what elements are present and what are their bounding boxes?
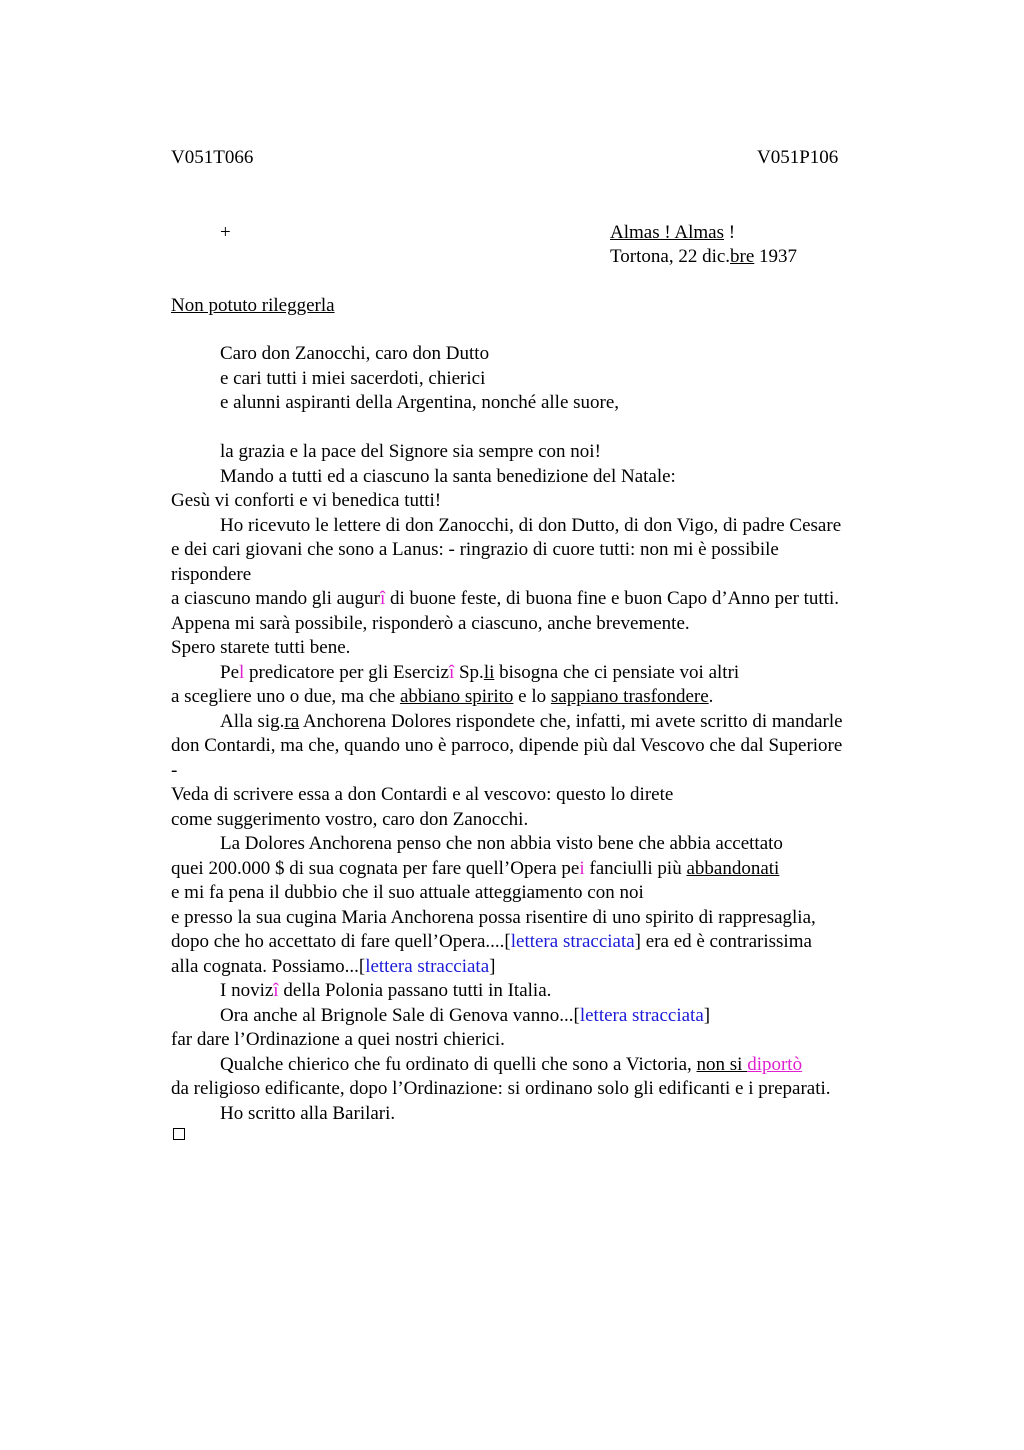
- editorial-letter: î: [448, 661, 455, 683]
- motto-end: !: [724, 222, 736, 243]
- end-mark-square-icon: [173, 1128, 185, 1140]
- greeting-line: e alunni aspiranti della Argentina, nonché alle suore,: [220, 392, 620, 413]
- text-run: Sp.: [454, 661, 484, 683]
- underlined-text: sappiano trasfondere: [550, 686, 709, 707]
- abbreviation-suffix: ra: [284, 710, 300, 732]
- editorial-letter: i: [579, 857, 585, 879]
- text-run: quei 200.000 $ di sua cognata per fare quell’Opera pe: [171, 857, 580, 879]
- editorial-word: diportò: [747, 1053, 803, 1075]
- greeting-line: Caro don Zanocchi, caro don Dutto: [220, 343, 490, 364]
- body-line: don Contardi, ma che, quando uno è parroco, dipende più dal Vescovo che dal Superiore: [171, 735, 843, 756]
- place-date-year: 1937: [754, 246, 798, 267]
- text-run: di buone feste, di buona fine e buon Capo d’Anno per tutti.: [385, 588, 840, 609]
- body-line: [171, 685, 911, 710]
- greeting-line: e cari tutti i miei sacerdoti, chierici: [220, 367, 486, 389]
- place-date-part: Tortona, 22 dic.: [610, 246, 731, 267]
- body-line: da religioso edificante, dopo l’Ordinazione: si ordinano solo gli edificanti e i preparati.: [171, 1078, 831, 1099]
- underlined-text: abbiano spirito: [399, 686, 514, 707]
- editorial-letter: î: [379, 588, 386, 609]
- body-line: [171, 979, 911, 1004]
- text-run: .: [708, 686, 714, 707]
- text-run: ]: [703, 1004, 711, 1026]
- body-line: come suggerimento vostro, caro don Zanocchi.: [171, 808, 529, 830]
- greeting: [220, 342, 619, 416]
- body-line: far dare l’Ordinazione a quei nostri chierici.: [171, 1029, 505, 1050]
- text-run: fanciulli più: [584, 857, 687, 879]
- body-line: [171, 710, 911, 735]
- body-line: Spero starete tutti bene.: [171, 637, 351, 658]
- motto-underlined: Almas ! Almas: [610, 222, 724, 243]
- place-date-month-suffix: bre: [730, 246, 755, 267]
- text-run: a ciascuno mando gli augur: [171, 588, 380, 609]
- body-line: Veda di scrivere essa a don Contardi e al vescovo: questo lo direte: [171, 784, 674, 805]
- editorial-note: lettera stracciata: [365, 955, 490, 977]
- body-line: [171, 857, 911, 882]
- note-not-reread: Non potuto rileggerla: [171, 295, 335, 316]
- place-date: [610, 245, 797, 269]
- underlined-text: non si: [696, 1053, 748, 1075]
- text-run: Qualche chierico che fu ordinato di quelli che sono a Victoria,: [220, 1053, 697, 1075]
- text-run: predicatore per gli Eserciz: [244, 661, 449, 683]
- body-line: e dei cari giovani che sono a Lanus: - ringrazio di cuore tutti: non mi è possibile: [171, 539, 779, 560]
- body-line: [171, 955, 911, 980]
- text-run: I noviz: [220, 980, 274, 1001]
- text-run: Ora anche al Brignole Sale di Genova vanno...[: [220, 1004, 580, 1026]
- text-run: della Polonia passano tutti in Italia.: [278, 980, 552, 1001]
- body-line: e presso la sua cugina Maria Anchorena possa risentire di uno spirito di rappresaglia,: [171, 906, 816, 928]
- text-run: Alla sig.: [220, 710, 285, 732]
- body-line: Ho scritto alla Barilari.: [220, 1102, 396, 1124]
- body-line: e mi fa pena il dubbio che il suo attuale atteggiamento con noi: [171, 882, 644, 903]
- editorial-note: lettera stracciata: [579, 1004, 704, 1026]
- text-run: Anchorena Dolores rispondete che, infatti, mi avete scritto di mandarle: [299, 710, 843, 732]
- body-line: [171, 661, 911, 686]
- body-line: rispondere: [171, 563, 252, 585]
- body-line: [171, 1053, 911, 1078]
- body-line: La Dolores Anchorena penso che non abbia visto bene che abbia accettato: [220, 833, 783, 854]
- cross-mark: +: [220, 222, 231, 243]
- text-run: a scegliere uno o due, ma che: [171, 686, 400, 707]
- editorial-letter: î: [273, 980, 279, 1001]
- doc-code-right: V051P106: [757, 147, 839, 168]
- body-line: [171, 587, 911, 612]
- text-run: e lo: [513, 686, 551, 707]
- letter-body: [171, 440, 911, 1126]
- body-line: Gesù vi conforti e vi benedica tutti!: [171, 490, 442, 511]
- text-run: alla cognata. Possiamo...[: [171, 955, 366, 977]
- body-line: [171, 930, 911, 955]
- editorial-note: lettera stracciata: [510, 931, 635, 952]
- text-run: bisogna che ci pensiate voi altri: [494, 661, 740, 683]
- abbreviation-suffix: li: [483, 661, 495, 683]
- underlined-text: abbandonati: [686, 857, 780, 879]
- motto: [610, 221, 735, 245]
- body-line: la grazia e la pace del Signore sia sempre con noi!: [220, 441, 601, 462]
- text-run: ] era ed è contrarissima: [634, 931, 812, 952]
- body-line: Mando a tutti ed a ciascuno la santa benedizione del Natale:: [220, 465, 676, 487]
- body-line: Appena mi sarà possibile, risponderò a ciascuno, anche brevemente.: [171, 612, 690, 634]
- body-line: -: [171, 759, 178, 781]
- body-line: Ho ricevuto le lettere di don Zanocchi, di don Dutto, di don Vigo, di padre Cesare: [220, 514, 842, 536]
- doc-code-left: V051T066: [171, 147, 254, 168]
- text-run: Pe: [220, 661, 239, 683]
- text-run: dopo che ho accettato di fare quell’Opera....[: [171, 931, 511, 952]
- editorial-letter: l: [239, 661, 245, 683]
- body-line: [171, 1004, 911, 1029]
- text-run: ]: [489, 955, 496, 977]
